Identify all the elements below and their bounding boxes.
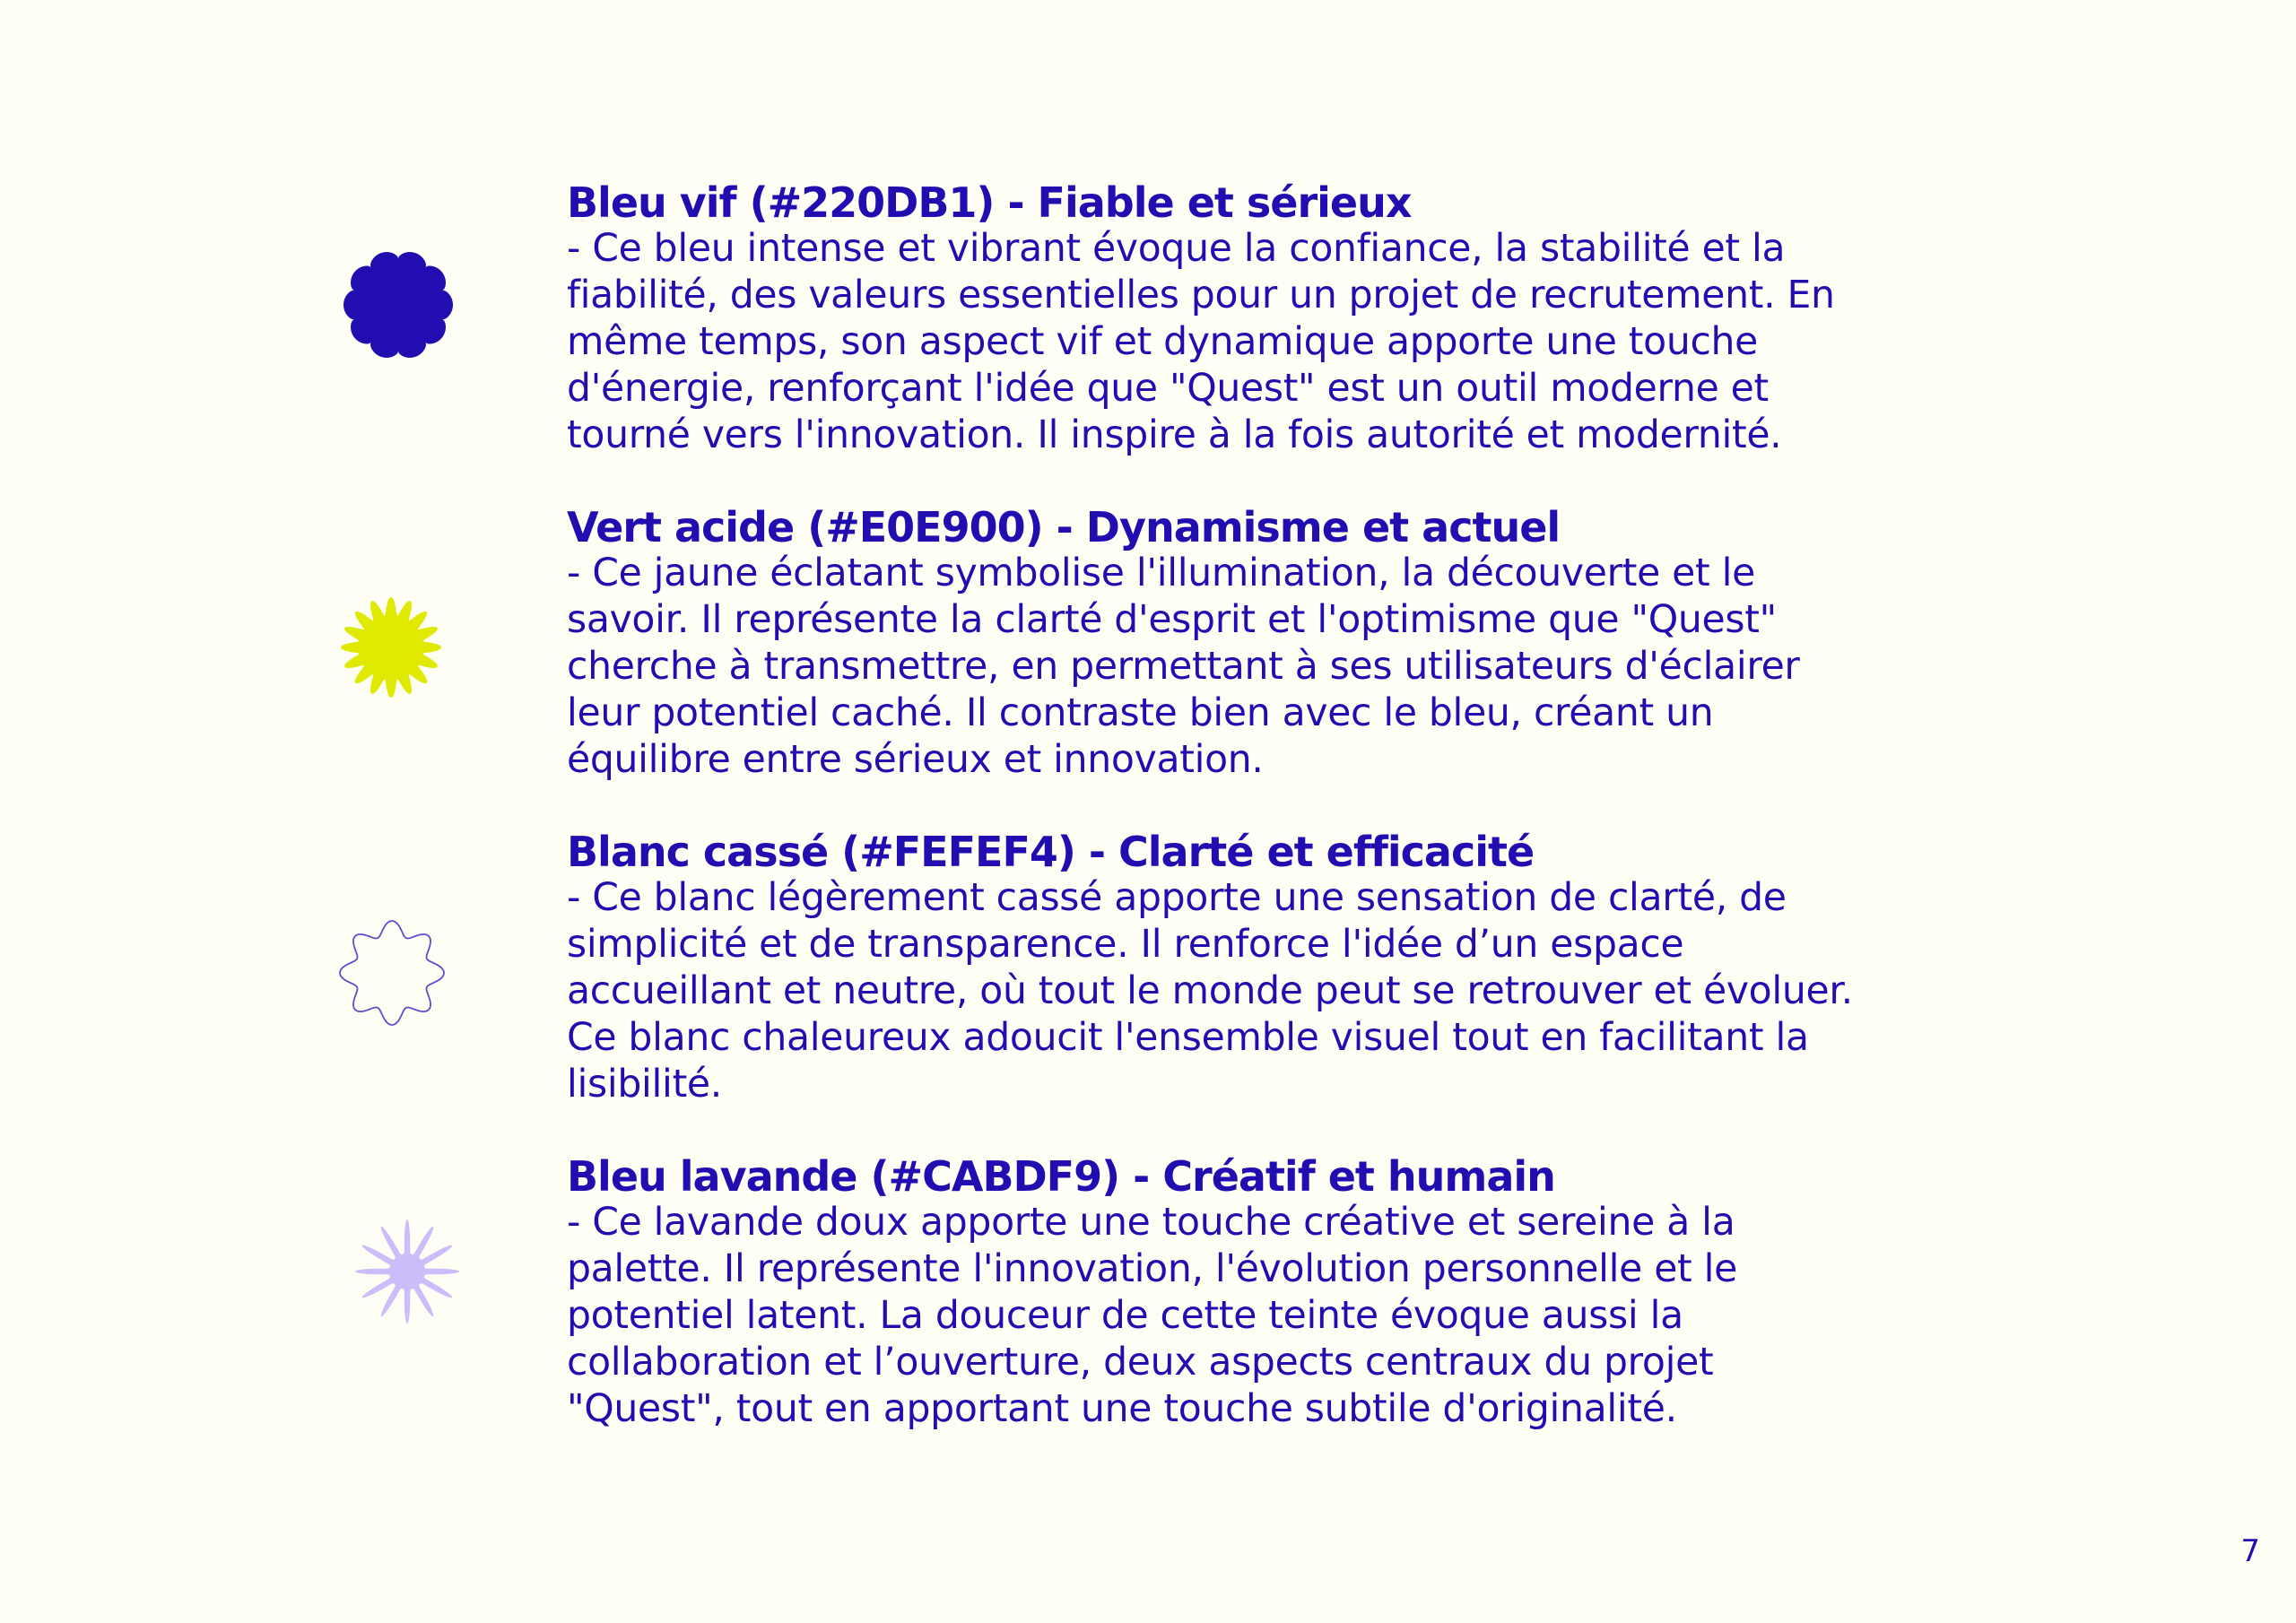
description-line: - Ce lavande doux apporte une touche créative et sereine à la (567, 1201, 1735, 1245)
scalloped-flower-icon (343, 249, 454, 360)
description-line: cherche à transmettre, en permettant à ses utilisateurs d'éclairer (567, 645, 1800, 689)
entry-title: Bleu vif (#220DB1) - Fiable et sérieux (567, 178, 1412, 227)
description-line: même temps, son aspect vif et dynamique apporte une touche (567, 320, 1759, 364)
entry-title: Bleu lavande (#CABDF9) - Créatif et humain (567, 1152, 1555, 1201)
description-line: savoir. Il représente la clarté d'esprit et l'optimisme que "Quest" (567, 598, 1777, 642)
entry-description (567, 226, 2092, 459)
description-line: potentiel latent. La douceur de cette teinte évoque aussi la (567, 1294, 1683, 1338)
entry-description (567, 875, 2092, 1108)
description-line: Ce blanc chaleureux adoucit l'ensemble visuel tout en facilitant la (567, 1016, 1809, 1060)
description-line: - Ce bleu intense et vibrant évoque la confiance, la stabilité et la (567, 227, 1786, 271)
page-number: 7 (2240, 1533, 2260, 1569)
description-line: équilibre entre sérieux et innovation. (567, 738, 1264, 782)
entry-title: Vert acide (#E0E900) - Dynamisme et actuel (567, 503, 1561, 551)
entry-description (567, 551, 2092, 784)
description-line: d'énergie, renforçant l'idée que "Quest" est un outil moderne et (567, 367, 1769, 411)
sunburst-icon (339, 595, 443, 699)
description-line: - Ce jaune éclatant symbolise l'illumination, la découverte et le (567, 551, 1755, 595)
wavy-outline-flower-icon (337, 918, 447, 1028)
description-line: accueillant et neutre, où tout le monde peut se retrouver et évoluer. (567, 969, 1853, 1013)
description-line: fiabilité, des valeurs essentielles pour un projet de recrutement. En (567, 273, 1835, 317)
asterisk-star-icon (353, 1218, 461, 1325)
color-entry-bleu-lavande (567, 1153, 2092, 1433)
description-line: "Quest", tout en apportant une touche subtile d'originalité. (567, 1387, 1677, 1431)
description-line: leur potentiel caché. Il contraste bien avec le bleu, créant un (567, 691, 1714, 735)
entry-description (567, 1200, 2092, 1433)
description-line: simplicité et de transparence. Il renforce l'idée d’un espace (567, 923, 1684, 967)
entry-title: Blanc cassé (#FEFEF4) - Clarté et efficacité (567, 828, 1535, 876)
description-line: palette. Il représente l'innovation, l'évolution personnelle et le (567, 1247, 1737, 1291)
color-entry-bleu-vif (567, 179, 2092, 459)
description-line: collaboration et l’ouverture, deux aspects centraux du projet (567, 1341, 1714, 1384)
description-line: tourné vers l'innovation. Il inspire à la fois autorité et modernité. (567, 413, 1782, 457)
description-line: - Ce blanc légèrement cassé apporte une sensation de clarté, de (567, 876, 1787, 920)
color-entry-blanc-casse (567, 829, 2092, 1108)
description-line: lisibilité. (567, 1063, 722, 1107)
color-entry-vert-acide (567, 504, 2092, 784)
